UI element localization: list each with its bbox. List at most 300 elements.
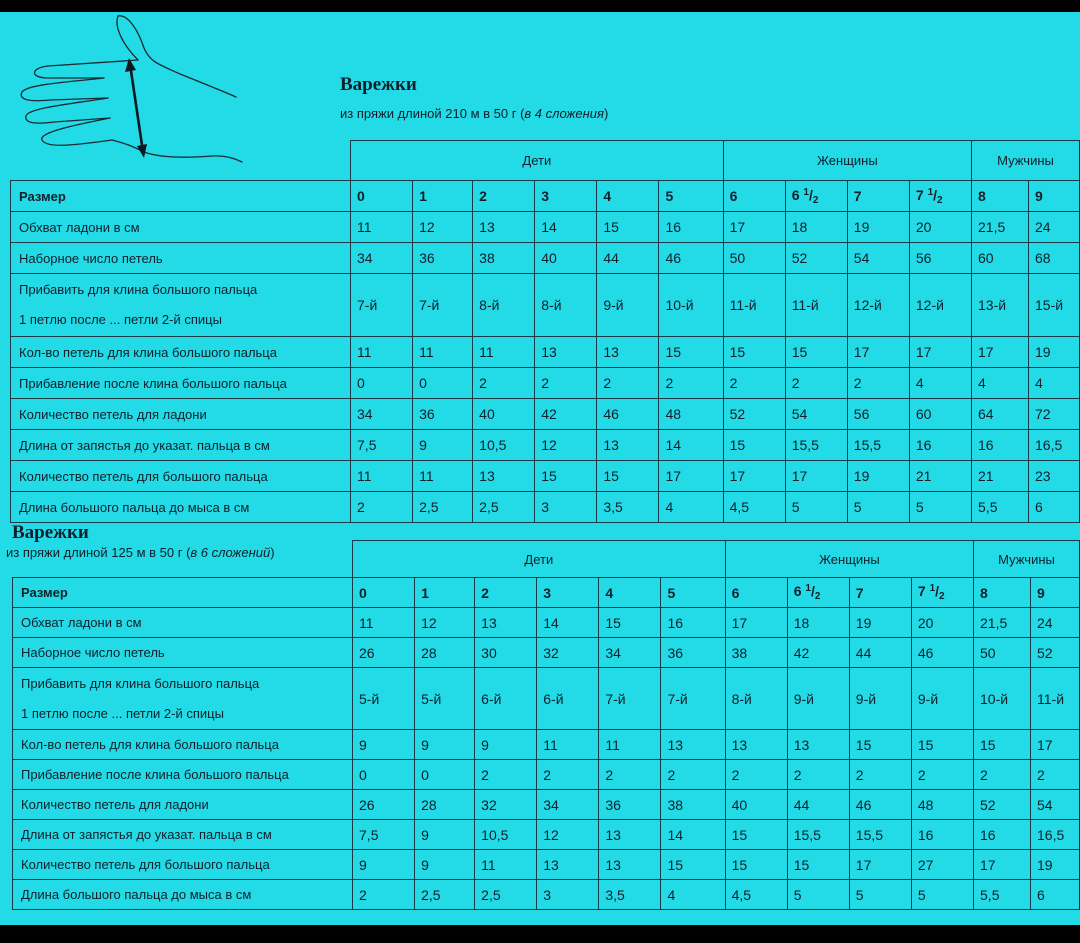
table1 bbox=[10, 140, 1080, 523]
size-cell: 2 bbox=[473, 181, 535, 212]
value-cell: 5,5 bbox=[974, 880, 1031, 910]
table2-title: Варежки bbox=[12, 522, 89, 543]
value-cell: 2 bbox=[974, 760, 1031, 790]
value-cell: 36 bbox=[599, 790, 661, 820]
bottom-bar bbox=[0, 925, 1080, 943]
size-cell: 8 bbox=[972, 181, 1029, 212]
page bbox=[0, 12, 1080, 925]
value-cell: 16 bbox=[911, 820, 973, 850]
size-cell: 0 bbox=[351, 181, 413, 212]
value-cell: 5 bbox=[785, 492, 847, 523]
value-cell: 15 bbox=[787, 850, 849, 880]
value-cell: 60 bbox=[909, 399, 971, 430]
value-cell: 7-й bbox=[599, 668, 661, 730]
size-cell: 9 bbox=[1029, 181, 1080, 212]
group-men: Мужчины bbox=[974, 541, 1080, 578]
value-cell: 6-й bbox=[537, 668, 599, 730]
value-cell: 13 bbox=[787, 730, 849, 760]
row-label-text: Длина большого пальца до мыса в см bbox=[21, 887, 252, 902]
value-cell: 44 bbox=[849, 638, 911, 668]
row-label bbox=[13, 880, 353, 910]
value-cell: 13 bbox=[661, 730, 725, 760]
value-cell: 72 bbox=[1029, 399, 1080, 430]
value-cell: 46 bbox=[659, 243, 723, 274]
value-cell: 36 bbox=[413, 243, 473, 274]
table-row bbox=[11, 430, 1080, 461]
value-cell: 11 bbox=[351, 461, 413, 492]
row-label-text: Количество петель для большого пальца bbox=[19, 468, 268, 484]
value-cell: 26 bbox=[353, 790, 415, 820]
row-label bbox=[11, 337, 351, 368]
size-cell: 7 $^1/_2$ bbox=[909, 181, 971, 212]
value-cell: 18 bbox=[787, 608, 849, 638]
value-cell: 42 bbox=[535, 399, 597, 430]
table-row bbox=[13, 760, 1080, 790]
size-cell: 3 bbox=[537, 578, 599, 608]
group-children: Дети bbox=[351, 141, 724, 181]
value-cell: 10,5 bbox=[475, 820, 537, 850]
row-label bbox=[13, 790, 353, 820]
value-cell: 2 bbox=[1031, 760, 1080, 790]
value-cell: 2 bbox=[597, 368, 659, 399]
value-cell: 19 bbox=[1031, 850, 1080, 880]
value-cell: 3 bbox=[537, 880, 599, 910]
value-cell: 14 bbox=[537, 608, 599, 638]
value-cell: 13 bbox=[599, 850, 661, 880]
value-cell: 52 bbox=[974, 790, 1031, 820]
value-cell: 52 bbox=[785, 243, 847, 274]
value-cell: 48 bbox=[911, 790, 973, 820]
table-row bbox=[13, 850, 1080, 880]
row-label-text: Прибавление после клина большого пальца bbox=[21, 767, 289, 782]
value-cell: 2 bbox=[659, 368, 723, 399]
blank-cell bbox=[11, 141, 351, 181]
value-cell: 7,5 bbox=[351, 430, 413, 461]
blank-cell bbox=[13, 541, 353, 578]
value-cell: 9-й bbox=[911, 668, 973, 730]
value-cell: 15 bbox=[597, 461, 659, 492]
row-label bbox=[13, 760, 353, 790]
value-cell: 30 bbox=[475, 638, 537, 668]
value-cell: 15 bbox=[849, 730, 911, 760]
value-cell: 15-й bbox=[1029, 274, 1080, 337]
value-cell: 13 bbox=[599, 820, 661, 850]
value-cell: 13 bbox=[725, 730, 787, 760]
value-cell: 15 bbox=[974, 730, 1031, 760]
value-cell: 14 bbox=[535, 212, 597, 243]
value-cell: 15 bbox=[725, 820, 787, 850]
value-cell: 8-й bbox=[535, 274, 597, 337]
value-cell: 34 bbox=[351, 399, 413, 430]
size-cell: 9 bbox=[1031, 578, 1080, 608]
value-cell: 15,5 bbox=[849, 820, 911, 850]
value-cell: 40 bbox=[473, 399, 535, 430]
row-label-text: Количество петель для ладони bbox=[21, 797, 209, 812]
value-cell: 68 bbox=[1029, 243, 1080, 274]
value-cell: 17 bbox=[909, 337, 971, 368]
value-cell: 12 bbox=[415, 608, 475, 638]
row-label-text-line2: 1 петлю после ... петли 2-й спицы bbox=[19, 312, 222, 327]
value-cell: 5,5 bbox=[972, 492, 1029, 523]
size-cell: 0 bbox=[353, 578, 415, 608]
value-cell: 4 bbox=[661, 880, 725, 910]
value-cell: 2 bbox=[353, 880, 415, 910]
value-cell: 11 bbox=[473, 337, 535, 368]
value-cell: 15 bbox=[599, 608, 661, 638]
table-row bbox=[13, 790, 1080, 820]
row-label-text: Количество петель для ладони bbox=[19, 406, 207, 422]
table-row bbox=[13, 820, 1080, 850]
row-label-text: Кол-во петель для клина большого пальца bbox=[19, 344, 277, 360]
value-cell: 13 bbox=[537, 850, 599, 880]
row-label-text: Наборное число петель bbox=[21, 645, 165, 660]
size-cell: 4 bbox=[597, 181, 659, 212]
value-cell: 2,5 bbox=[415, 880, 475, 910]
value-cell: 6 bbox=[1029, 492, 1080, 523]
group-children: Дети bbox=[353, 541, 726, 578]
value-cell: 27 bbox=[911, 850, 973, 880]
value-cell: 7-й bbox=[351, 274, 413, 337]
value-cell: 64 bbox=[972, 399, 1029, 430]
value-cell: 17 bbox=[849, 850, 911, 880]
size-label: Размер bbox=[13, 578, 353, 608]
value-cell: 21 bbox=[909, 461, 971, 492]
value-cell: 28 bbox=[415, 790, 475, 820]
value-cell: 17 bbox=[725, 608, 787, 638]
value-cell: 8-й bbox=[725, 668, 787, 730]
value-cell: 19 bbox=[1029, 337, 1080, 368]
table2 bbox=[12, 540, 1080, 910]
value-cell: 19 bbox=[847, 461, 909, 492]
row-label-text: Прибавить для клина большого пальца bbox=[19, 282, 258, 297]
size-cell: 4 bbox=[599, 578, 661, 608]
table-row bbox=[11, 492, 1080, 523]
value-cell: 11 bbox=[413, 461, 473, 492]
value-cell: 44 bbox=[597, 243, 659, 274]
value-cell: 16 bbox=[974, 820, 1031, 850]
row-label bbox=[13, 638, 353, 668]
value-cell: 2 bbox=[351, 492, 413, 523]
table-row bbox=[11, 461, 1080, 492]
row-label-text: Количество петель для большого пальца bbox=[21, 857, 270, 872]
value-cell: 12 bbox=[413, 212, 473, 243]
value-cell: 13 bbox=[535, 337, 597, 368]
value-cell: 40 bbox=[535, 243, 597, 274]
value-cell: 9 bbox=[475, 730, 537, 760]
group-women: Женщины bbox=[725, 541, 973, 578]
value-cell: 17 bbox=[659, 461, 723, 492]
value-cell: 3,5 bbox=[599, 880, 661, 910]
value-cell: 38 bbox=[473, 243, 535, 274]
value-cell: 11-й bbox=[723, 274, 785, 337]
value-cell: 13 bbox=[473, 461, 535, 492]
value-cell: 7,5 bbox=[353, 820, 415, 850]
value-cell: 20 bbox=[909, 212, 971, 243]
value-cell: 16 bbox=[909, 430, 971, 461]
row-label-text-line2: 1 петлю после ... петли 2-й спицы bbox=[21, 705, 224, 721]
value-cell: 14 bbox=[661, 820, 725, 850]
row-label bbox=[11, 274, 351, 337]
table-row bbox=[11, 337, 1080, 368]
value-cell: 54 bbox=[1031, 790, 1080, 820]
row-label-text: Кол-во петель для клина большого пальца bbox=[21, 737, 279, 752]
table-row bbox=[11, 274, 1080, 337]
value-cell: 32 bbox=[537, 638, 599, 668]
value-cell: 15,5 bbox=[785, 430, 847, 461]
row-label bbox=[11, 430, 351, 461]
value-cell: 9-й bbox=[849, 668, 911, 730]
table2-subtitle: из пряжи длиной 125 м в 50 г (в 6 сложений) bbox=[6, 545, 275, 560]
value-cell: 56 bbox=[909, 243, 971, 274]
value-cell: 12 bbox=[535, 430, 597, 461]
row-label bbox=[13, 730, 353, 760]
value-cell: 11 bbox=[353, 608, 415, 638]
table1-title: Варежки bbox=[340, 74, 417, 95]
value-cell: 2 bbox=[723, 368, 785, 399]
value-cell: 52 bbox=[723, 399, 785, 430]
value-cell: 17 bbox=[785, 461, 847, 492]
value-cell: 2 bbox=[849, 760, 911, 790]
value-cell: 28 bbox=[415, 638, 475, 668]
value-cell: 9 bbox=[353, 850, 415, 880]
value-cell: 46 bbox=[597, 399, 659, 430]
value-cell: 15,5 bbox=[847, 430, 909, 461]
value-cell: 2 bbox=[537, 760, 599, 790]
row-label-text: Длина большого пальца до мыса в см bbox=[19, 499, 250, 515]
value-cell: 11 bbox=[351, 212, 413, 243]
size-cell: 7 bbox=[849, 578, 911, 608]
value-cell: 5-й bbox=[415, 668, 475, 730]
value-cell: 11 bbox=[599, 730, 661, 760]
value-cell: 56 bbox=[847, 399, 909, 430]
value-cell: 11 bbox=[537, 730, 599, 760]
group-men: Мужчины bbox=[972, 141, 1080, 181]
value-cell: 9 bbox=[353, 730, 415, 760]
value-cell: 15 bbox=[725, 850, 787, 880]
value-cell: 46 bbox=[849, 790, 911, 820]
value-cell: 36 bbox=[661, 638, 725, 668]
row-label bbox=[13, 608, 353, 638]
value-cell: 15 bbox=[785, 337, 847, 368]
value-cell: 2 bbox=[535, 368, 597, 399]
row-label-text: Прибавить для клина большого пальца bbox=[21, 675, 260, 691]
value-cell: 2,5 bbox=[413, 492, 473, 523]
size-header-row bbox=[13, 578, 1080, 608]
table-row bbox=[11, 368, 1080, 399]
value-cell: 2 bbox=[725, 760, 787, 790]
value-cell: 16 bbox=[972, 430, 1029, 461]
value-cell: 5 bbox=[911, 880, 973, 910]
table-row bbox=[13, 638, 1080, 668]
value-cell: 2 bbox=[473, 368, 535, 399]
value-cell: 13 bbox=[597, 337, 659, 368]
value-cell: 9 bbox=[415, 730, 475, 760]
value-cell: 60 bbox=[972, 243, 1029, 274]
value-cell: 5 bbox=[787, 880, 849, 910]
value-cell: 15 bbox=[911, 730, 973, 760]
value-cell: 0 bbox=[351, 368, 413, 399]
value-cell: 9-й bbox=[597, 274, 659, 337]
table-row bbox=[11, 243, 1080, 274]
size-cell: 6 $^1/_2$ bbox=[787, 578, 849, 608]
value-cell: 21,5 bbox=[972, 212, 1029, 243]
size-cell: 3 bbox=[535, 181, 597, 212]
value-cell: 10,5 bbox=[473, 430, 535, 461]
size-cell: 7 bbox=[847, 181, 909, 212]
size-cell: 2 bbox=[475, 578, 537, 608]
size-cell: 8 bbox=[974, 578, 1031, 608]
value-cell: 13 bbox=[597, 430, 659, 461]
value-cell: 9 bbox=[413, 430, 473, 461]
value-cell: 15 bbox=[661, 850, 725, 880]
value-cell: 18 bbox=[785, 212, 847, 243]
value-cell: 42 bbox=[787, 638, 849, 668]
value-cell: 34 bbox=[599, 638, 661, 668]
size-header-row bbox=[11, 181, 1080, 212]
value-cell: 36 bbox=[413, 399, 473, 430]
value-cell: 21,5 bbox=[974, 608, 1031, 638]
value-cell: 13 bbox=[473, 212, 535, 243]
value-cell: 24 bbox=[1029, 212, 1080, 243]
value-cell: 5-й bbox=[353, 668, 415, 730]
value-cell: 15 bbox=[723, 430, 785, 461]
table-row bbox=[13, 668, 1080, 730]
value-cell: 8-й bbox=[473, 274, 535, 337]
size-cell: 7 $^1/_2$ bbox=[911, 578, 973, 608]
size-cell: 1 bbox=[415, 578, 475, 608]
value-cell: 17 bbox=[723, 461, 785, 492]
value-cell: 4,5 bbox=[723, 492, 785, 523]
value-cell: 2 bbox=[599, 760, 661, 790]
value-cell: 9-й bbox=[787, 668, 849, 730]
value-cell: 16,5 bbox=[1031, 820, 1080, 850]
value-cell: 16,5 bbox=[1029, 430, 1080, 461]
value-cell: 4,5 bbox=[725, 880, 787, 910]
value-cell: 10-й bbox=[659, 274, 723, 337]
value-cell: 17 bbox=[847, 337, 909, 368]
value-cell: 20 bbox=[911, 608, 973, 638]
table-row bbox=[13, 608, 1080, 638]
value-cell: 54 bbox=[785, 399, 847, 430]
size-cell: 6 $^1/_2$ bbox=[785, 181, 847, 212]
value-cell: 16 bbox=[661, 608, 725, 638]
value-cell: 15 bbox=[597, 212, 659, 243]
group-women: Женщины bbox=[723, 141, 971, 181]
value-cell: 11 bbox=[475, 850, 537, 880]
size-cell: 5 bbox=[659, 181, 723, 212]
row-label bbox=[11, 492, 351, 523]
value-cell: 19 bbox=[847, 212, 909, 243]
value-cell: 13-й bbox=[972, 274, 1029, 337]
value-cell: 24 bbox=[1031, 608, 1080, 638]
value-cell: 5 bbox=[849, 880, 911, 910]
value-cell: 2 bbox=[911, 760, 973, 790]
value-cell: 12-й bbox=[909, 274, 971, 337]
value-cell: 17 bbox=[972, 337, 1029, 368]
value-cell: 19 bbox=[849, 608, 911, 638]
value-cell: 38 bbox=[661, 790, 725, 820]
row-label bbox=[13, 850, 353, 880]
value-cell: 3,5 bbox=[597, 492, 659, 523]
table-row bbox=[11, 212, 1080, 243]
value-cell: 0 bbox=[413, 368, 473, 399]
value-cell: 13 bbox=[475, 608, 537, 638]
value-cell: 21 bbox=[972, 461, 1029, 492]
value-cell: 12 bbox=[537, 820, 599, 850]
value-cell: 26 bbox=[353, 638, 415, 668]
value-cell: 15 bbox=[659, 337, 723, 368]
row-label-text: Длина от запястья до указат. пальца в см bbox=[21, 827, 272, 842]
size-cell: 6 bbox=[725, 578, 787, 608]
size-cell: 5 bbox=[661, 578, 725, 608]
value-cell: 4 bbox=[659, 492, 723, 523]
value-cell: 3 bbox=[535, 492, 597, 523]
row-label bbox=[11, 243, 351, 274]
row-label-text: Длина от запястья до указат. пальца в см bbox=[19, 437, 270, 453]
value-cell: 16 bbox=[659, 212, 723, 243]
row-label bbox=[13, 820, 353, 850]
value-cell: 12-й bbox=[847, 274, 909, 337]
value-cell: 34 bbox=[351, 243, 413, 274]
row-label-text: Наборное число петель bbox=[19, 250, 163, 266]
value-cell: 7-й bbox=[413, 274, 473, 337]
row-label bbox=[13, 668, 353, 730]
value-cell: 11-й bbox=[1031, 668, 1080, 730]
value-cell: 15,5 bbox=[787, 820, 849, 850]
size-cell: 1 bbox=[413, 181, 473, 212]
value-cell: 5 bbox=[909, 492, 971, 523]
value-cell: 40 bbox=[725, 790, 787, 820]
value-cell: 2 bbox=[787, 760, 849, 790]
value-cell: 11 bbox=[351, 337, 413, 368]
value-cell: 17 bbox=[974, 850, 1031, 880]
value-cell: 10-й bbox=[974, 668, 1031, 730]
row-label bbox=[11, 461, 351, 492]
value-cell: 2 bbox=[475, 760, 537, 790]
value-cell: 4 bbox=[909, 368, 971, 399]
group-header-row bbox=[13, 541, 1080, 578]
table1-subtitle: из пряжи длиной 210 м в 50 г (в 4 сложения) bbox=[340, 106, 609, 121]
value-cell: 9 bbox=[415, 820, 475, 850]
value-cell: 2 bbox=[847, 368, 909, 399]
value-cell: 11 bbox=[413, 337, 473, 368]
table-row bbox=[13, 880, 1080, 910]
value-cell: 15 bbox=[723, 337, 785, 368]
value-cell: 14 bbox=[659, 430, 723, 461]
value-cell: 2 bbox=[785, 368, 847, 399]
value-cell: 54 bbox=[847, 243, 909, 274]
value-cell: 4 bbox=[972, 368, 1029, 399]
value-cell: 32 bbox=[475, 790, 537, 820]
value-cell: 17 bbox=[723, 212, 785, 243]
value-cell: 52 bbox=[1031, 638, 1080, 668]
value-cell: 17 bbox=[1031, 730, 1080, 760]
row-label bbox=[11, 368, 351, 399]
value-cell: 48 bbox=[659, 399, 723, 430]
row-label-text: Обхват ладони в см bbox=[21, 615, 142, 630]
row-label bbox=[11, 212, 351, 243]
value-cell: 46 bbox=[911, 638, 973, 668]
value-cell: 23 bbox=[1029, 461, 1080, 492]
value-cell: 6-й bbox=[475, 668, 537, 730]
value-cell: 44 bbox=[787, 790, 849, 820]
table-row bbox=[11, 399, 1080, 430]
value-cell: 50 bbox=[723, 243, 785, 274]
value-cell: 50 bbox=[974, 638, 1031, 668]
size-label: Размер bbox=[11, 181, 351, 212]
value-cell: 2,5 bbox=[475, 880, 537, 910]
value-cell: 9 bbox=[415, 850, 475, 880]
